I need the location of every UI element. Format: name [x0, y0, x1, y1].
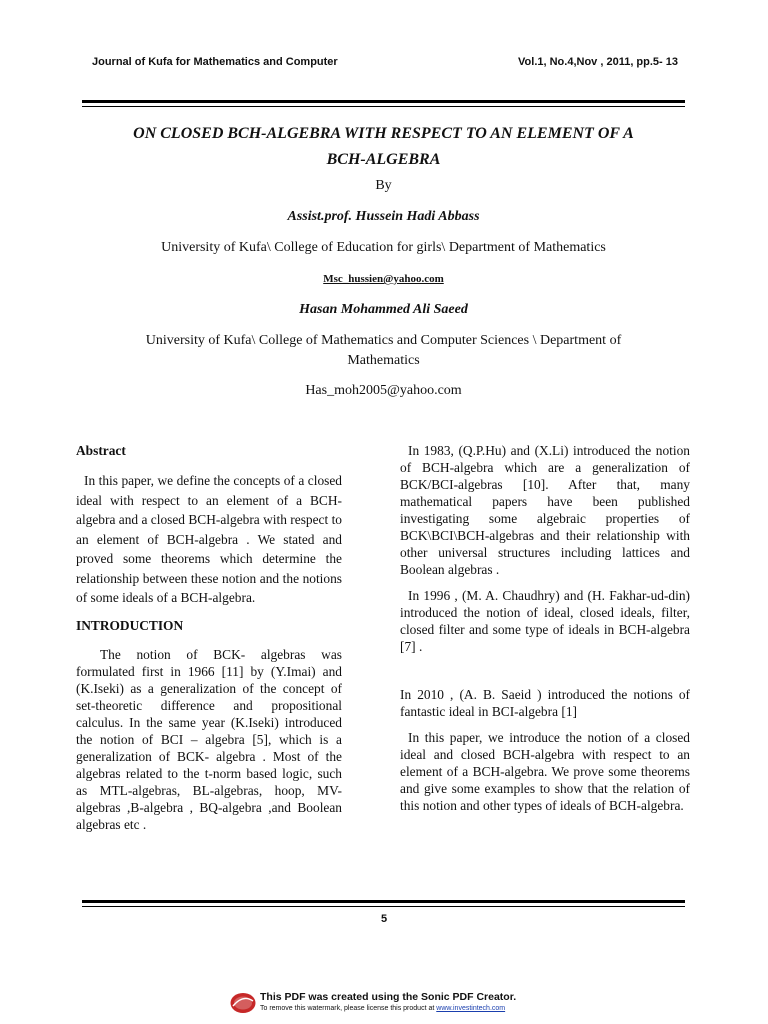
introduction-paragraph-1: The notion of BCK- algebras was formulated first in 1966 [11] by (Y.Imai) and (K.Iseki) as a generalization of the concept of set-theoretic difference and propositional calculus. In the same year (K.Iseki) introduced the notion of BCI – algebra [5], which is a generalization of BCK- algebra . Most of the algebras related to the t-norm based logic, such as MTL-algebras, BL-algebras, hoop, MV-algebras ,B-algebra , BQ-algebra ,and Boolean algebras etc . [76, 646, 342, 832]
journal-name: Journal of Kufa for Mathematics and Computer [92, 56, 338, 68]
running-header [92, 56, 678, 72]
header-rule [82, 100, 685, 103]
author-2: Hasan Mohammed Ali Saeed [299, 302, 468, 317]
intro-paragraph-4: In 2010 , (A. B. Saeid ) introduced the notions of fantastic ideal in BCI-algebra [1] [400, 687, 690, 719]
introduction-heading: INTRODUCTION [76, 617, 184, 633]
by-label: By [375, 178, 392, 193]
page-number: 5 [380, 913, 388, 925]
email-1[interactable]: Msc_hussien@yahoo.com [323, 273, 444, 285]
right-column [400, 442, 690, 823]
watermark-line-2 [260, 1005, 505, 1012]
pdf-watermark [230, 990, 550, 1018]
left-column [76, 442, 342, 842]
abstract-text: In this paper, we define the concepts of a closed ideal with respect to an element of a BCH-algebra and a closed BCH-algebra with respect to an element of BCH-algebra . We stated and proved some theorems which determine the relationship between these notion and the notions of some ideals of a BCH-algebra. [76, 473, 342, 605]
header-rule-thin [82, 106, 685, 107]
footer-rule [82, 900, 685, 903]
abstract-heading: Abstract [76, 443, 126, 458]
title-line-2: BCH-ALGEBRA [326, 151, 441, 168]
watermark-line-2-text: To remove this watermark, please license this product at [260, 1005, 435, 1012]
author-1: Assist.prof. Hussein Hadi Abbass [287, 209, 480, 224]
volume-info: Vol.1, No.4,Nov , 2011, pp.5- 13 [518, 56, 678, 68]
watermark-line-1: This PDF was created using the Sonic PDF Creator. [260, 991, 517, 1003]
paper-title [82, 121, 685, 173]
affiliation-2-line-2: Mathematics [347, 353, 420, 368]
affiliation-1: University of Kufa\ College of Education for girls\ Department of Mathematics [161, 240, 606, 255]
intro-paragraph-2: In 1983, (Q.P.Hu) and (X.Li) introduced the notion of BCH-algebra which are a generalization of BCK/BCI-algebras [10]. After that, many mathematical papers have been published investigating some algebraic properties of BCK\BCI\BCH-algebras and their relationship with other universal structures including lattices and Boolean algebras . [400, 443, 690, 577]
intro-paragraph-5: In this paper, we introduce the notion of a closed ideal and closed BCH-algebra with respect to an element of a BCH-algebra. We prove some theorems and give some examples to show that the relation of this notion and other types of ideals of BCH-algebra. [400, 730, 690, 813]
intro-paragraph-3: In 1996 , (M. A. Chaudhry) and (H. Fakhar-ud-din) introduced the notion of ideal, closed ideals, filter, closed filter and some type of ideals in BCH-algebra [7] . [400, 588, 690, 654]
email-2[interactable]: Has_moh2005@yahoo.com [305, 383, 462, 398]
footer-rule-thin [82, 906, 685, 907]
watermark-link[interactable]: www.investintech.com [436, 1005, 506, 1012]
title-line-1: ON CLOSED BCH-ALGEBRA WITH RESPECT TO AN ELEMENT OF A [133, 125, 634, 142]
sonic-pdf-logo-icon [230, 992, 256, 1014]
affiliation-2-line-1: University of Kufa\ College of Mathematics and Computer Sciences \ Department of [145, 333, 622, 348]
affiliation-2 [82, 331, 685, 371]
